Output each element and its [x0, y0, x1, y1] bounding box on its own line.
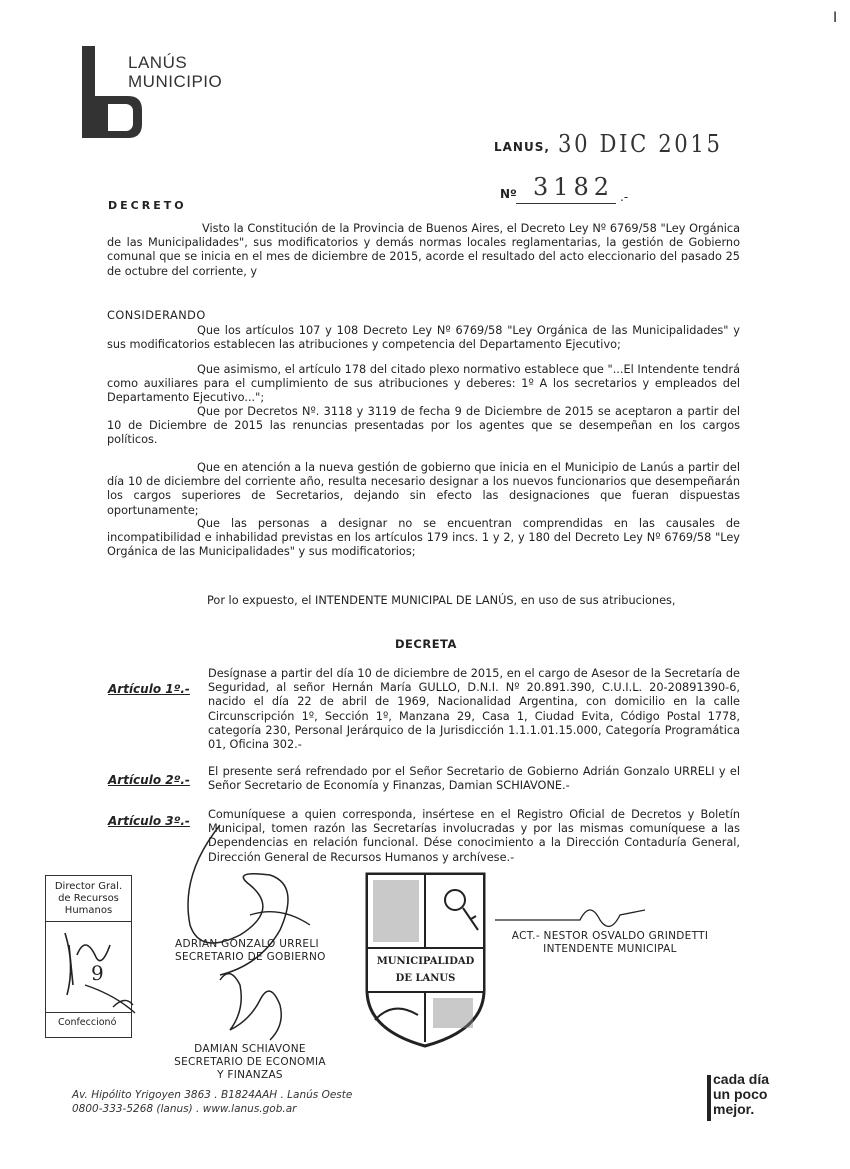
footer-address: Av. Hipólito Yrigoyen 3863 . B1824AAH . Lanús Oeste: [72, 1089, 353, 1101]
number-suffix: .-: [620, 190, 629, 204]
doc-type-title: DECRETO: [108, 199, 187, 212]
slogan-line-2: un poco: [713, 1086, 768, 1102]
article-3-text: Comuníquese a quien corresponda, insértese en el Registro Oficial de Decretos y Boletín Municipal, tomen razón las Secretarías involucradas y por las mismas comuníquese a las Dependencias en relación funcional. Dése conocimiento a la Dirección Contaduría General, Dirección General de Recursos Humanos y archívese.-: [208, 808, 740, 864]
article-1-text: Desígnase a partir del día 10 de diciembre de 2015, en el cargo de Asesor de la Secretaría de Seguridad, al señor Hernán María GULLO, D.N.I. Nº 20.891.390, C.U.I.L. 20-20891390-6, nacido el día 22 de abril de 1969, Nacionalidad Argentina, con domicilio en la calle Circunscripción 1º, Sección 1º, Manzana 29, Casa 1, Ciudad Evita, Código Postal 1778, categoría 230, Personal Jerárquico de la Jurisdicción 1.1.1.01.15.000, Categoría Programática 01, Oficina 302.-: [208, 667, 740, 752]
article-1-label: Artículo 1º.-: [108, 682, 190, 696]
slogan-bar-icon: [707, 1075, 711, 1121]
seal-line-1: MUNICIPALIDAD: [376, 956, 475, 967]
rrhh-box-footer: Confeccionó: [46, 1012, 131, 1028]
schiavone-signature-icon: [200, 960, 310, 1050]
schiavone-signature-block: [170, 1043, 330, 1082]
decree-number: 3182: [533, 173, 615, 201]
article-3-label: Artículo 3º.-: [108, 814, 190, 828]
grindetti-name: ACT.- NESTOR OSVALDO GRINDETTI: [511, 930, 709, 942]
logo-text: [128, 53, 222, 91]
article-2-label: Artículo 2º.-: [108, 773, 190, 787]
slogan-line-3: mejor.: [713, 1101, 755, 1117]
considerando-paragraph: Que por Decretos Nº. 3118 y 3119 de fecha 9 de Diciembre de 2015 se aceptaron a partir del 10 de Diciembre de 2015 las renuncias presentadas por los agentes que se desempeñan en los cargos políticos.: [107, 405, 740, 447]
schiavone-name: DAMIAN SCHIAVONE: [194, 1043, 306, 1055]
rrhh-initials-icon: [55, 925, 145, 1025]
schiavone-role-1: SECRETARIO DE ECONOMIA: [174, 1056, 326, 1068]
rrhh-box-header: [46, 876, 131, 922]
considerando-paragraph: Que asimismo, el artículo 178 del citado plexo normativo establece que "...El Intendente tendrá como auxiliares para el cumplimiento de sus atribuciones y deberes: 1º A los secretarios y empleados del Departamento Ejecutivo...";: [107, 363, 740, 405]
considerando-title: CONSIDERANDO: [107, 309, 206, 322]
visto-paragraph: Visto la Constitución de la Provincia de Buenos Aires, el Decreto Ley Nº 6769/58 "Ley Orgánica de las Municipalidades", sus modificatorios y demás normas locales reglamentarias, la gestión de Gobierno comunal que se inicia en el mes de diciembre de 2015, acorde el resultado del acto eleccionario del pasado 25 de octubre del corriente, y: [107, 222, 740, 278]
rrhh-line-3: Humanos: [64, 905, 113, 916]
grindetti-signature-block: [500, 930, 720, 956]
page-mark: I: [833, 10, 838, 26]
logo-line-1: LANÚS: [128, 53, 188, 72]
footer-contact: 0800-333-5268 (lanus) . www.lanus.gob.ar: [72, 1103, 297, 1115]
footer-slogan: [713, 1072, 769, 1117]
decreta-title: DECRETA: [395, 637, 457, 651]
urreli-name: ADRIAN GONZALO URRELI: [175, 938, 319, 950]
grindetti-role: INTENDENTE MUNICIPAL: [543, 943, 677, 955]
number-label: Nº: [500, 187, 517, 201]
number-underline: [516, 203, 616, 204]
date-stamp: 30 DIC 2015: [558, 130, 723, 158]
slogan-line-1: cada día: [713, 1071, 770, 1087]
place-label: LANUS,: [494, 140, 550, 154]
rrhh-handwritten: 9: [91, 961, 104, 985]
considerando-paragraph: Que los artículos 107 y 108 Decreto Ley Nº 6769/58 "Ley Orgánica de las Municipalidades" y sus modificatorios establecen las atribuciones y competencia del Departamento Ejecutivo;: [107, 324, 740, 352]
municipal-seal: [363, 870, 488, 1050]
urreli-role: SECRETARIO DE GOBIERNO: [175, 951, 326, 963]
considerando-paragraph: Que las personas a designar no se encuentran comprendidas en las causales de incompatibilidad e inhabilidad previstas en los artículos 179 incs. 1 y 2, y 180 del Decreto Ley Nº 6769/58 "Ley Orgánica de las Municipalidades" y sus modificatorios;: [107, 517, 740, 559]
considerando-paragraph: Que en atención a la nueva gestión de gobierno que inicia en el Municipio de Lanús a partir del día 10 de diciembre del corriente año, resulta necesario designar a los nuevos funcionarios que desempeñarán los cargos superiores de Secretarios, dejando sin efecto las designaciones que fueran dispuestas oportunamente;: [107, 461, 740, 517]
schiavone-role-2: Y FINANZAS: [217, 1069, 283, 1081]
por-lo-expuesto: Por lo expuesto, el INTENDENTE MUNICIPAL DE LANÚS, en uso de sus atribuciones,: [207, 594, 676, 607]
rrhh-line-1: Director Gral.: [54, 881, 123, 892]
article-2-text: El presente será refrendado por el Señor Secretario de Gobierno Adrián Gonzalo URRELI y el Señor Secretario de Economía y Finanzas, Damian SCHIAVONE.-: [208, 765, 740, 793]
seal-line-2: DE LANUS: [395, 973, 456, 984]
logo-line-2: MUNICIPIO: [128, 72, 223, 91]
rrhh-line-2: de Recursos: [58, 893, 119, 904]
